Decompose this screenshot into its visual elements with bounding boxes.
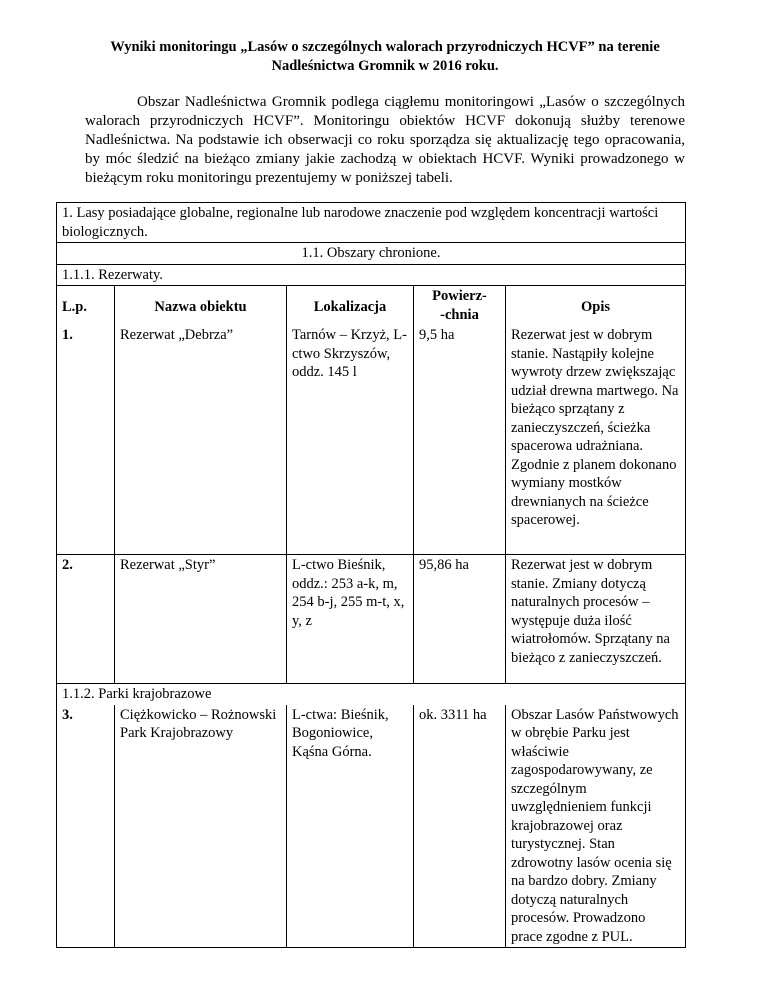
monitoring-table [56, 202, 686, 948]
row-lp: 1. [57, 325, 115, 555]
document-title: Wyniki monitoringu „Lasów o szczególnych walorach przyrodniczych HCVF” na terenie Nadleśnictwa Gromnik w 2016 roku. [110, 39, 660, 74]
row-desc: Rezerwat jest w dobrym stanie. Zmiany dotyczą naturalnych procesów – występuje duża ilość wiatrołomów. Sprzątany na bieżąco z zanieczyszczeń. [506, 555, 686, 684]
section-heading: 1. Lasy posiadające globalne, regionalne lub narodowe znaczenie pod względem koncentracji wartości biologicznych. [57, 203, 686, 243]
header-location: Lokalizacja [287, 286, 414, 326]
group-heading-reserves: 1.1.1. Rezerwaty. [57, 264, 686, 286]
row-desc: Rezerwat jest w dobrym stanie. Nastąpiły kolejne wywroty drzew zwiększając udział drewna martwego. Na bieżąco sprzątany z zanieczyszczeń, ścieżka spacerowa udrażniana. Zgodnie z planem dokonano wymiany mostków drewnianych na ścieżce spacerowej. [506, 325, 686, 555]
header-area: Powierz- -chnia [414, 286, 506, 326]
table-header-row [57, 286, 686, 326]
row-name: Rezerwat „Styr” [115, 555, 287, 684]
row-lp: 2. [57, 555, 115, 684]
row-location: L-ctwo Bieśnik, oddz.: 253 a-k, m, 254 b-j, 255 m-t, x, y, z [287, 555, 414, 684]
row-lp: 3. [57, 705, 115, 948]
table-row [57, 325, 686, 555]
row-location: L-ctwa: Bieśnik, Bogoniowice, Kąśna Górna. [287, 705, 414, 948]
row-area: 95,86 ha [414, 555, 506, 684]
table-row [57, 705, 686, 948]
table-row [57, 555, 686, 684]
header-desc: Opis [506, 286, 686, 326]
group-heading-parks: 1.1.2. Parki krajobrazowe [57, 684, 686, 705]
row-name: Ciężkowicko – Rożnowski Park Krajobrazowy [115, 705, 287, 948]
row-area: 9,5 ha [414, 325, 506, 555]
row-desc: Obszar Lasów Państwowych w obrębie Parku jest właściwie zagospodarowywany, ze szczególnym uwzględnieniem funkcji krajobrazowej oraz turystycznej. Stan zdrowotny lasów ocenia się na bardzo dobry. Zmiany dotyczą naturalnych procesów. Prowadzono prace zgodne z PUL. [506, 705, 686, 948]
row-area: ok. 3311 ha [414, 705, 506, 948]
header-lp: L.p. [57, 286, 115, 326]
subsection-heading: 1.1. Obszary chronione. [57, 243, 686, 265]
document-page [85, 38, 685, 204]
row-location: Tarnów – Krzyż, L-ctwo Skrzyszów, oddz. 145 l [287, 325, 414, 555]
row-name: Rezerwat „Debrza” [115, 325, 287, 555]
intro-paragraph: Obszar Nadleśnictwa Gromnik podlega ciągłemu monitoringowi „Lasów o szczególnych walorach przyrodniczych HCVF”. Monitoringu obiektów HCVF dokonują służby terenowe Nadleśnictwa. Na podstawie ich obserwacji co roku sporządza się aktualizację tego opracowania, by móc śledzić na bieżąco zmiany jakie zachodzą w obiektach HCVF. Wyniki prowadzonego w bieżącym roku monitoringu prezentujemy w poniższej tabeli. [85, 94, 685, 186]
header-name: Nazwa obiektu [115, 286, 287, 326]
